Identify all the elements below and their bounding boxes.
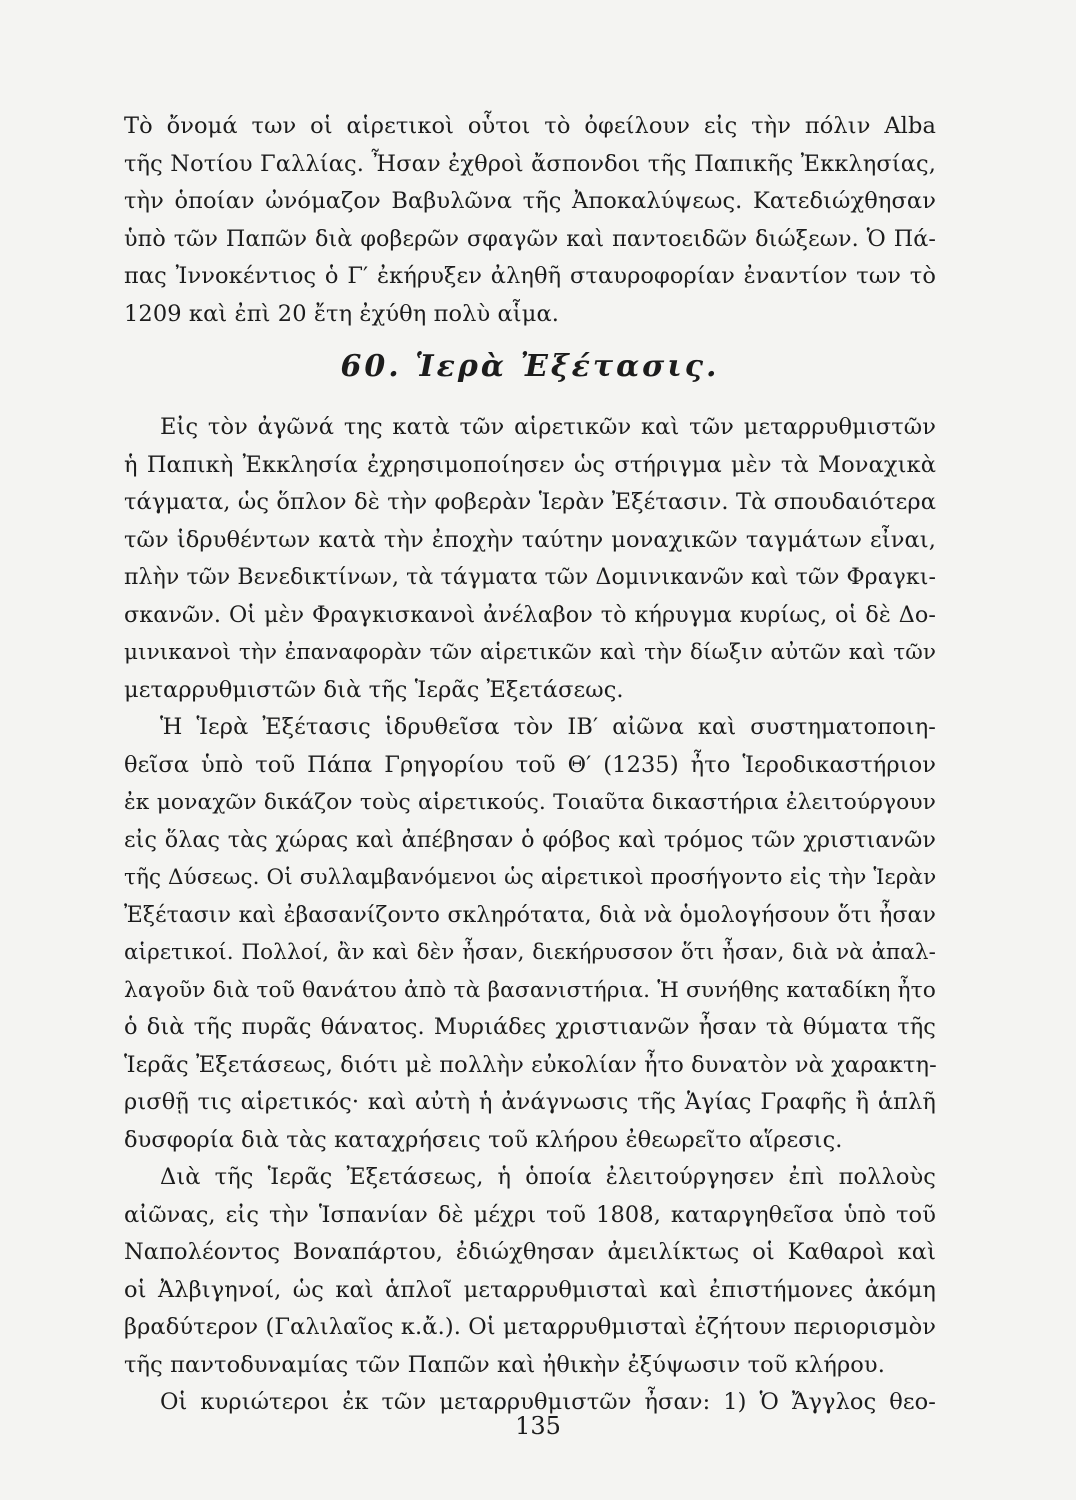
body-line: ρισθῇ τις αἱρετικός· καὶ αὐτὴ ἡ ἀνάγνωσις τῆς Ἁγίας Γραφῆς ἢ ἁπλῆ: [124, 1089, 936, 1115]
intro-line: ὑπὸ τῶν Παπῶν διὰ φοβερῶν σφαγῶν καὶ παντοειδῶν διώξεων. Ὁ Πά-: [124, 225, 936, 252]
body-line: μινικανοὶ τὴν ἐπαναφορὰν τῶν αἱρετικῶν καὶ τὴν δίωξιν αὐτῶν καὶ τῶν: [124, 640, 936, 665]
text-block: [124, 108, 936, 1422]
body-line: Ἱερᾶς Ἐξετάσεως, διότι μὲ πολλὴν εὐκολίαν ἦτο δυνατὸν νὰ χαρακτη-: [124, 1051, 937, 1078]
intro-line: τῆς Νοτίου Γαλλίας. Ἦσαν ἐχθροὶ ἄσπονδοι τῆς Παπικῆς Ἐκκλησίας,: [124, 150, 936, 177]
body-line: βραδύτερον (Γαλιλαῖος κ.ἄ.). Οἱ μεταρρυθμισταὶ ἐζήτουν περιορισμὸν: [124, 1314, 936, 1340]
body-line: πλὴν τῶν Βενεδικτίνων, τὰ τάγματα τῶν Δομινικανῶν καὶ τῶν Φραγκι-: [124, 565, 937, 590]
intro-line: 1209 καὶ ἐπὶ 20 ἔτη ἐχύθη πολὺ αἷμα.: [124, 300, 559, 327]
body-line: αἰῶνας, εἰς τὴν Ἱσπανίαν δὲ μέχρι τοῦ 1808, καταργηθεῖσα ὑπὸ τοῦ: [124, 1201, 936, 1228]
body-line: Οἱ κυριώτεροι ἐκ τῶν μεταρρυθμιστῶν ἦσαν: 1) Ὁ Ἄγγλος θεο-: [160, 1389, 936, 1415]
intro-line: πας Ἰννοκέντιος ὁ Γ′ ἐκήρυξεν ἀληθῆ σταυροφορίαν ἐναντίον των τὸ: [124, 263, 936, 289]
body-line: αἱρετικοί. Πολλοί, ἂν καὶ δὲν ἦσαν, διεκήρυσσον ὅτι ἦσαν, διὰ νὰ ἀπαλ-: [124, 940, 936, 965]
body-line: τάγματα, ὡς ὅπλον δὲ τὴν φοβερὰν Ἱερὰν Ἐξέτασιν. Τὰ σπουδαιότερα: [124, 489, 936, 515]
body-line: μεταρρυθμιστῶν διὰ τῆς Ἱερᾶς Ἐξετάσεως.: [124, 676, 624, 703]
body-line: ἐκ μοναχῶν δικάζον τοὺς αἱρετικούς. Τοιαῦτα δικαστήρια ἐλειτούργουν: [124, 790, 936, 815]
body-line: τῆς Δύσεως. Οἱ συλλαμβανόμενοι ὡς αἱρετικοὶ προσήγοντο εἰς τὴν Ἱερὰν: [124, 865, 937, 890]
body-line: σκανῶν. Οἱ μὲν Φραγκισκανοὶ ἀνέλαβον τὸ κήρυγμα κυρίως, οἱ δὲ Δο-: [124, 601, 936, 628]
page-number: 135: [515, 1412, 561, 1440]
intro-line: Τὸ ὄνομά των οἱ αἱρετικοὶ οὗτοι τὸ ὀφείλουν εἰς τὴν πόλιν Alba: [124, 113, 936, 139]
body-line: Ἐξέτασιν καὶ ἐβασανίζοντο σκληρότατα, διὰ νὰ ὁμολογήσουν ὅτι ἦσαν: [124, 902, 936, 928]
body-line: θεῖσα ὑπὸ τοῦ Πάπα Γρηγορίου τοῦ Θ′ (1235) ἦτο Ἱεροδικαστήριον: [124, 751, 936, 778]
body-line: τῆς παντοδυναμίας τῶν Παπῶν καὶ ἠθικὴν ἐξύψωσιν τοῦ κλήρου.: [124, 1351, 885, 1378]
section-heading: 60. Ἱερὰ Ἐξέτασις.: [340, 349, 720, 384]
body-line: εἰς ὅλας τὰς χώρας καὶ ἀπέβησαν ὁ φόβος καὶ τρόμος τῶν χριστιανῶν: [124, 826, 936, 853]
body-line: Ναπολέοντος Βοναπάρτου, ἐδιώχθησαν ἀμειλίκτως οἱ Καθαροὶ καὶ: [124, 1239, 936, 1265]
body-line: Εἰς τὸν ἀγῶνά της κατὰ τῶν αἱρετικῶν καὶ τῶν μεταρρυθμιστῶν: [160, 414, 936, 440]
body-line: δυσφορία διὰ τὰς καταχρήσεις τοῦ κλήρου ἐθεωρεῖτο αἵρεσις.: [124, 1126, 843, 1153]
body-line: Ἡ Ἱερὰ Ἐξέτασις ἱδρυθεῖσα τὸν ΙΒ′ αἰῶνα καὶ συστηματοποιη-: [160, 714, 936, 740]
body-line: ἡ Παπικὴ Ἐκκλησία ἐχρησιμοποίησεν ὡς στήριγμα μὲν τὰ Μοναχικὰ: [124, 451, 936, 478]
body-line: λαγοῦν διὰ τοῦ θανάτου ἀπὸ τὰ βασανιστήρια. Ἡ συνήθης καταδίκη ἦτο: [124, 977, 936, 1003]
intro-line: τὴν ὁποίαν ὠνόμαζον Βαβυλῶνα τῆς Ἀποκαλύψεως. Κατεδιώχθησαν: [124, 188, 936, 214]
body-line: ὁ διὰ τῆς πυρᾶς θάνατος. Μυριάδες χριστιανῶν ἦσαν τὰ θύματα τῆς: [124, 1014, 936, 1040]
body-line: Διὰ τῆς Ἱερᾶς Ἐξετάσεως, ἡ ὁποία ἐλειτούργησεν ἐπὶ πολλοὺς: [160, 1164, 936, 1190]
body-line: τῶν ἱδρυθέντων κατὰ τὴν ἐποχὴν ταύτην μοναχικῶν ταγμάτων εἶναι,: [124, 526, 936, 553]
body-line: οἱ Ἀλβιγηνοί, ὡς καὶ ἁπλοῖ μεταρρυθμισταὶ καὶ ἐπιστήμονες ἀκόμη: [124, 1276, 936, 1303]
